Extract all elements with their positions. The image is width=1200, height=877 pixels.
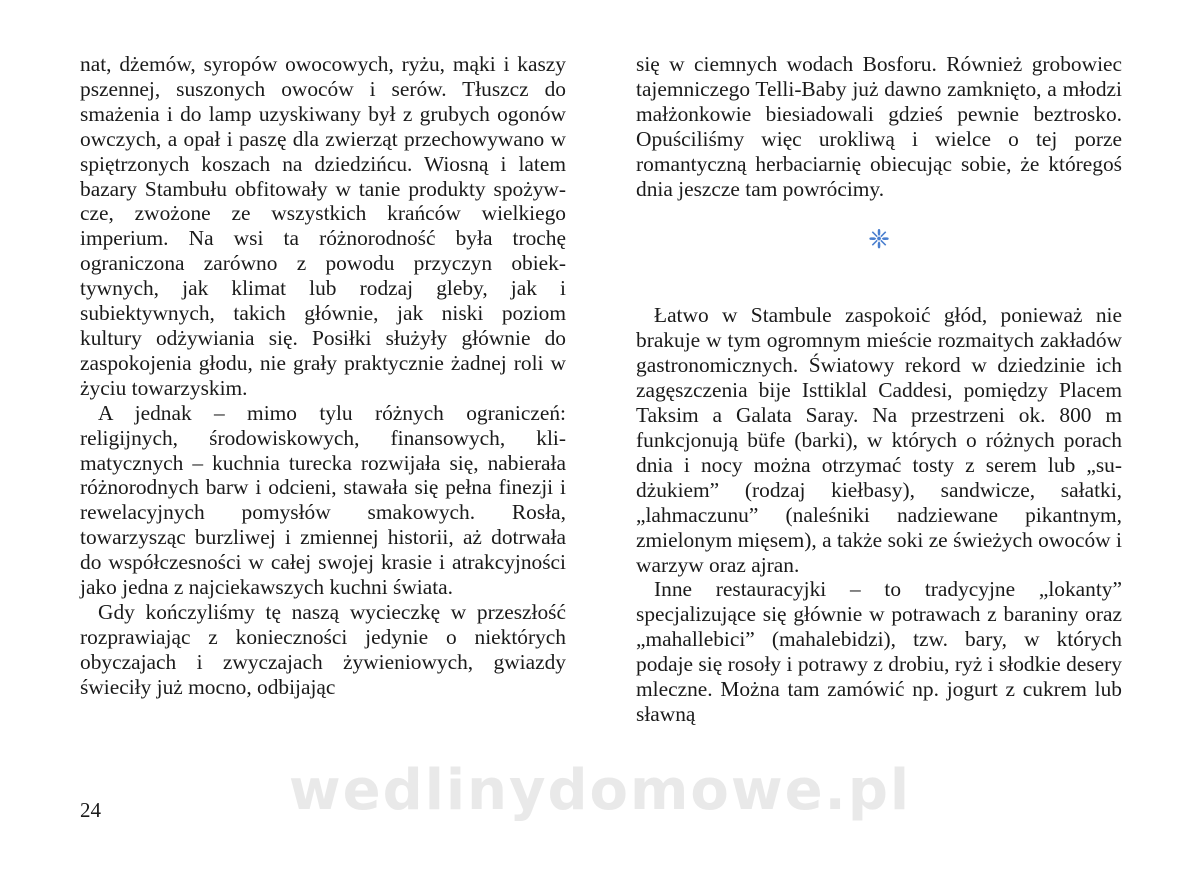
right-paragraph-1: się w ciemnych wodach Bosforu. Również grobowiec tajemniczego Telli-Baby już dawno zamknięto, a młodzi małżonkowie biesiadowali gdzieś pewnie beztrosko. Opuściliśmy więc urokliwą i wielce o tej porze romantyczną herbaciarnię obiecując sobie, że któregoś dnia jeszcze tam powrócimy. — [636, 52, 1122, 201]
watermark: wedlinydomowe.pl — [288, 758, 912, 823]
section-ornament-icon: ❈ — [868, 225, 890, 256]
page-number: 24 — [80, 798, 101, 822]
left-paragraph-1: nat, dżemów, syropów owocowych, ryżu, mąki i kaszy pszennej, suszonych owoców i serów. Tłuszcz do smażenia i do lamp uzyskiwany był z grubych ogonów owczych, a opał i paszę dla zwierząt przechowywano w spiętrzonych koszach na dziedzińcu. Wiosną i latem bazary Stambułu obfitowały w tanie produkty spożywcze, zwożone ze wszystkich krańców wielkiego imperium. Na wsi ta różnorodność była trochę ograniczona zarówno z powodu przyczyn obiektywnych, jak klimat lub rodzaj gleby, jak i subiektywnych, takich głównie, jak niski poziom kultury odżywiania się. Posiłki służyły głównie do zaspokojenia głodu, nie grały praktycznie żadnej roli w życiu towarzyskim. — [80, 52, 566, 400]
left-paragraph-3: Gdy kończyliśmy tę naszą wycieczkę w przeszłość rozprawiając z konieczności jedynie o niektórych obyczajach i zwyczajach żywieniowych, gwiazdy świeciły już mocno, odbijając — [80, 599, 566, 699]
right-paragraph-2: Łatwo w Stambule zaspokoić głód, ponieważ nie brakuje w tym ogromnym mieście rozmaitych zakładów gastronomicznych. Światowy rekord w dziedzinie ich zagęszczenia bije Isttiklal Caddesi, pomiędzy Placem Taksim a Galata Saray. Na przestrzeni ok. 800 m funkcjonują büfe (barki), w których o różnych porach dnia i nocy można otrzymać tosty z serem lub „sudżukiem” (rodzaj kiełbasy), sandwicze, sałatki, „lahmaczunu” (naleśniki nadziewane pikantnym, zmielonym mięsem), a także soki ze świeżych owoców i warzyw oraz ajran. — [636, 303, 1122, 577]
left-paragraph-2: A jednak – mimo tylu różnych ograniczeń: religijnych, środowiskowych, finansowych, klimatycznych – kuchnia turecka rozwijała się, nabierała różnorodnych barw i odcieni, stawała się pełna finezji i rewelacyjnych pomysłów smakowych. Rosła, towarzysząc burzliwej i zmiennej historii, aż dotrwała do współczesności w całej swojej krasie i atrakcyjności jako jedna z najciekawszych kuchni świata. — [80, 400, 566, 600]
left-column — [80, 52, 566, 700]
right-paragraph-3: Inne restauracyjki – to tradycyjne „lokanty” specjalizujące się głównie w potrawach z baraniny oraz „mahallebici” (mahalebidzi), tzw. bary, w których podaje się rosoły i potrawy z drobiu, ryż i słodkie desery mleczne. Można tam zamówić np. jogurt z cukrem lub sławną — [636, 577, 1122, 726]
right-column — [636, 52, 1122, 727]
